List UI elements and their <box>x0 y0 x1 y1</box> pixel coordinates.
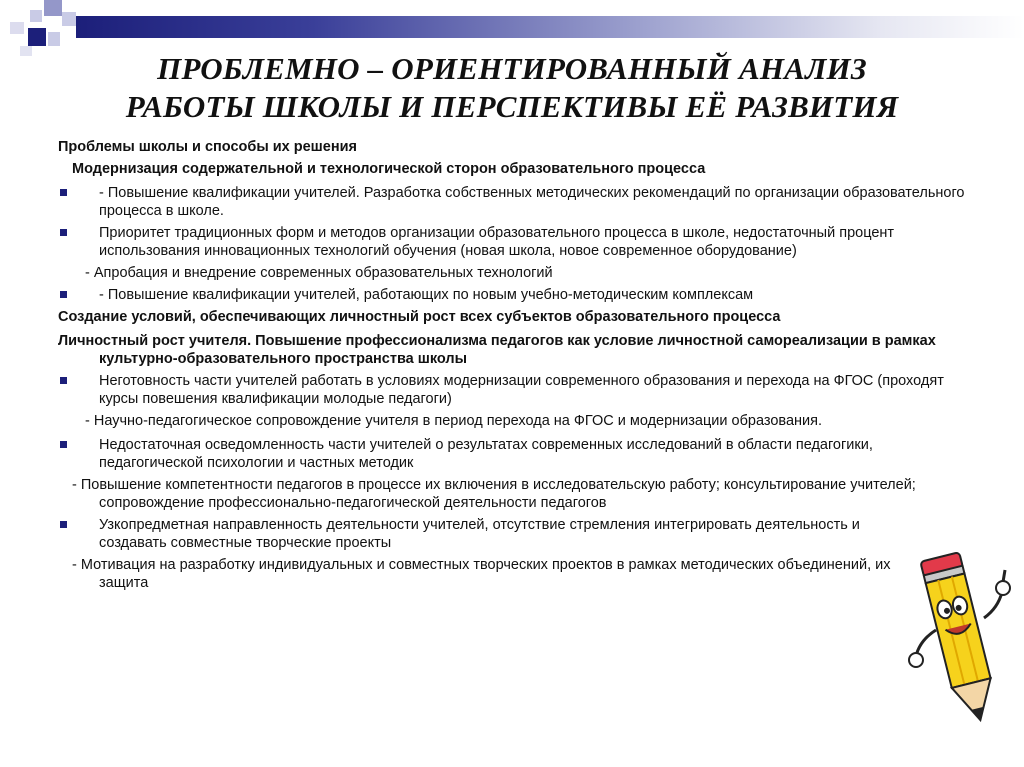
section-heading: Проблемы школы и способы их решения <box>58 139 357 155</box>
banner-gradient <box>76 16 1024 38</box>
square-bullet-icon <box>60 441 67 448</box>
dash-item-text: - Мотивация на разработку индивидуальных и совместных творческих проектов в рамках методических объединений, их защита <box>72 557 891 591</box>
square-bullet-icon <box>60 521 67 528</box>
section-subheading: Модернизация содержательной и технологической сторон образовательного процесса <box>72 161 706 177</box>
decor-square <box>48 32 60 46</box>
list-item-text: Приоритет традиционных форм и методов организации образовательного процесса в школе, недостаточный процент использования инновационных технологий обучения (новая школа, новое современное оборудование) <box>99 225 895 259</box>
slide-title <box>0 50 1024 126</box>
title-line-2: РАБОТЫ ШКОЛЫ И ПЕРСПЕКТИВЫ ЕЁ РАЗВИТИЯ <box>125 89 899 124</box>
list-item <box>58 224 968 260</box>
decor-square <box>44 0 62 16</box>
list-item-text: Неготовность части учителей работать в условиях модернизации современного образования и перехода на ФГОС (проходят курсы повешения квалификации молодые педагоги) <box>99 373 944 407</box>
list-item <box>58 436 968 472</box>
list-item <box>58 372 968 408</box>
dash-item-text: - Повышение компетентности педагогов в процессе их включения в исследовательскую работу; консультирование учителей; сопровождение профессионально-педагогической деятельности педагогов <box>72 477 916 511</box>
dash-item <box>58 476 968 512</box>
slide-content <box>58 138 968 596</box>
decor-square <box>10 22 24 34</box>
square-bullet-icon <box>60 229 67 236</box>
square-bullet-icon <box>60 377 67 384</box>
bold-statement <box>58 332 968 368</box>
decor-square <box>28 28 46 46</box>
list-item-text: - Повышение квалификации учителей. Разработка собственных методических рекомендаций по организации образовательного процесса в школе. <box>99 185 965 219</box>
pencil-mascot-icon <box>906 548 1018 736</box>
list-item <box>58 184 968 220</box>
bold-statement: Создание условий, обеспечивающих личностный рост всех субъектов образовательного процесса <box>58 309 781 325</box>
list-item-text: Недостаточная осведомленность части учителей о результатах современных исследований в области педагогики, педагогической психологии и частных методик <box>99 437 873 471</box>
list-item <box>58 286 968 304</box>
square-bullet-icon <box>60 189 67 196</box>
decor-square <box>30 10 42 22</box>
dash-item <box>58 556 968 592</box>
dash-item-text: - Научно-педагогическое сопровождение учителя в период перехода на ФГОС и модернизации образования. <box>85 413 823 429</box>
square-bullet-icon <box>60 291 67 298</box>
dash-item <box>58 412 968 430</box>
bold-statement-text: Личностный рост учителя. Повышение профессионализма педагогов как условие личностной самореализации в рамках культурно-образовательного пространства школы <box>58 333 936 367</box>
list-item-text: Узкопредметная направленность деятельности учителей, отсутствие стремления интегрировать деятельность и создавать совместные творческие проекты <box>99 517 860 551</box>
decor-square <box>62 12 76 26</box>
dash-item <box>58 264 968 282</box>
dash-item-text: - Апробация и внедрение современных образовательных технологий <box>85 265 553 281</box>
title-line-1: ПРОБЛЕМНО – ОРИЕНТИРОВАННЫЙ АНАЛИЗ <box>157 51 867 86</box>
list-item-text: - Повышение квалификации учителей, работающих по новым учебно-методическим комплексам <box>99 287 754 303</box>
list-item <box>58 516 968 552</box>
top-banner <box>0 0 1024 48</box>
